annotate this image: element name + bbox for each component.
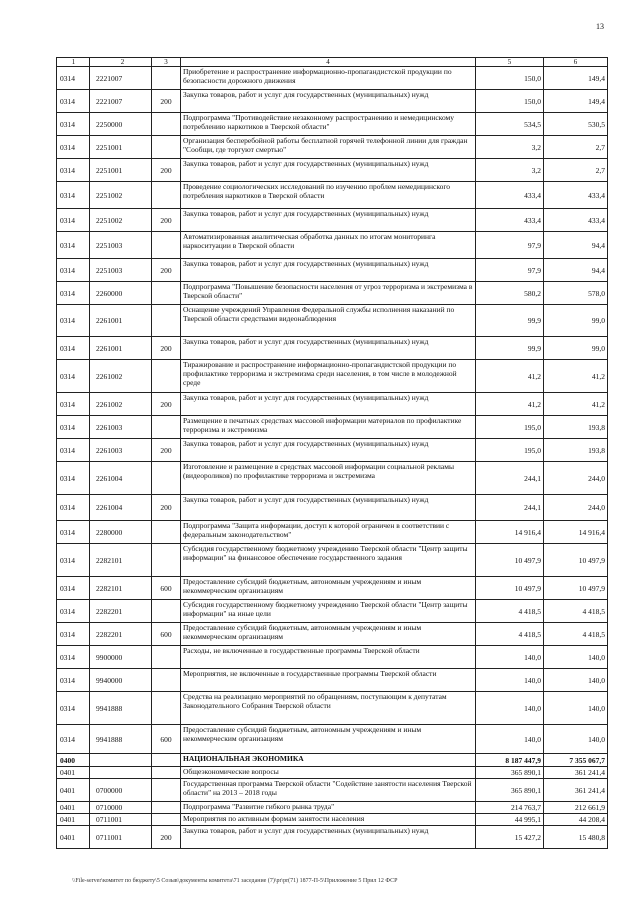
planned-amount-cell: 99,9 xyxy=(476,337,544,360)
table-header-row xyxy=(57,58,608,67)
column-header: 6 xyxy=(544,58,608,67)
target-article-cell: 2250000 xyxy=(90,113,152,136)
section-code-cell: 0314 xyxy=(57,544,90,577)
description-cell: Подпрограмма "Развитие гибкого рынка труда" xyxy=(181,802,476,814)
table-row xyxy=(57,90,608,113)
target-article-cell: 0711001 xyxy=(90,814,152,826)
target-article-cell: 2261002 xyxy=(90,360,152,393)
executed-amount-cell: 14 916,4 xyxy=(544,521,608,544)
table-row xyxy=(57,209,608,232)
target-article-cell: 2251002 xyxy=(90,182,152,209)
executed-amount-cell: 2,7 xyxy=(544,136,608,159)
section-code-cell: 0314 xyxy=(57,209,90,232)
expense-type-cell: 200 xyxy=(152,159,181,182)
column-header: 5 xyxy=(476,58,544,67)
section-code-cell: 0314 xyxy=(57,182,90,209)
description-cell: Закупка товаров, работ и услуг для государственных (муниципальных) нужд xyxy=(181,90,476,113)
executed-amount-cell: 94,4 xyxy=(544,232,608,259)
planned-amount-cell: 433,4 xyxy=(476,209,544,232)
expense-type-cell xyxy=(152,282,181,305)
table-row xyxy=(57,495,608,521)
planned-amount-cell: 99,9 xyxy=(476,305,544,337)
planned-amount-cell: 44 995,1 xyxy=(476,814,544,826)
section-code-cell: 0314 xyxy=(57,692,90,725)
planned-amount-cell: 365 890,1 xyxy=(476,767,544,779)
executed-amount-cell: 244,0 xyxy=(544,462,608,495)
section-code-cell: 0314 xyxy=(57,600,90,623)
section-code-cell: 0401 xyxy=(57,767,90,779)
table-row xyxy=(57,360,608,393)
section-code-cell: 0314 xyxy=(57,282,90,305)
expense-type-cell xyxy=(152,67,181,90)
executed-amount-cell: 4 418,5 xyxy=(544,623,608,646)
executed-amount-cell: 149,4 xyxy=(544,67,608,90)
column-header: 1 xyxy=(57,58,90,67)
executed-amount-cell: 212 661,9 xyxy=(544,802,608,814)
expense-type-cell xyxy=(152,767,181,779)
executed-amount-cell: 149,4 xyxy=(544,90,608,113)
planned-amount-cell: 3,2 xyxy=(476,136,544,159)
table-row xyxy=(57,416,608,439)
column-header: 2 xyxy=(90,58,152,67)
planned-amount-cell: 41,2 xyxy=(476,360,544,393)
target-article-cell: 9941888 xyxy=(90,692,152,725)
planned-amount-cell: 150,0 xyxy=(476,67,544,90)
column-header: 3 xyxy=(152,58,181,67)
planned-amount-cell: 140,0 xyxy=(476,692,544,725)
executed-amount-cell: 4 418,5 xyxy=(544,600,608,623)
executed-amount-cell: 361 241,4 xyxy=(544,767,608,779)
description-cell: Закупка товаров, работ и услуг для государственных (муниципальных) нужд xyxy=(181,439,476,462)
description-cell: Подпрограмма "Противодействие незаконному распространению и немедицинскому потреблению наркотиков в Тверской области" xyxy=(181,113,476,136)
description-cell: Предоставление субсидий бюджетным, автономным учреждениям и иным некоммерческим организациям xyxy=(181,577,476,600)
description-cell: Оснащение учреждений Управления Федеральной службы исполнения наказаний по Тверской области средствами видеонаблюдения xyxy=(181,305,476,337)
planned-amount-cell: 15 427,2 xyxy=(476,826,544,849)
executed-amount-cell: 41,2 xyxy=(544,393,608,416)
table-row xyxy=(57,623,608,646)
executed-amount-cell: 7 355 067,7 xyxy=(544,754,608,767)
section-code-cell: 0314 xyxy=(57,305,90,337)
table-row xyxy=(57,521,608,544)
target-article-cell: 2261004 xyxy=(90,495,152,521)
section-code-cell: 0401 xyxy=(57,826,90,849)
expense-type-cell xyxy=(152,669,181,692)
executed-amount-cell: 140,0 xyxy=(544,646,608,669)
section-code-cell: 0314 xyxy=(57,159,90,182)
expense-type-cell: 200 xyxy=(152,90,181,113)
planned-amount-cell: 97,9 xyxy=(476,232,544,259)
table-row xyxy=(57,305,608,337)
section-code-cell: 0314 xyxy=(57,521,90,544)
table-row xyxy=(57,725,608,754)
planned-amount-cell: 140,0 xyxy=(476,646,544,669)
description-cell: Подпрограмма "Повышение безопасности населения от угроз терроризма и экстремизма в Тверской области" xyxy=(181,282,476,305)
expense-type-cell: 600 xyxy=(152,623,181,646)
description-cell: Закупка товаров, работ и услуг для государственных (муниципальных) нужд xyxy=(181,209,476,232)
section-code-cell: 0314 xyxy=(57,439,90,462)
target-article-cell: 9940000 xyxy=(90,669,152,692)
section-code-cell: 0314 xyxy=(57,113,90,136)
target-article-cell: 2260000 xyxy=(90,282,152,305)
table-row xyxy=(57,282,608,305)
description-cell: Автоматизированная аналитическая обработка данных по итогам мониторинга наркоситуации в Тверской области xyxy=(181,232,476,259)
description-cell: Предоставление субсидий бюджетным, автономным учреждениям и иным некоммерческим организациям xyxy=(181,725,476,754)
expense-type-cell xyxy=(152,646,181,669)
planned-amount-cell: 580,2 xyxy=(476,282,544,305)
expense-type-cell xyxy=(152,182,181,209)
description-cell: Приобретение и распространение информационно-пропагандистской продукции по безопасности дорожного движения xyxy=(181,67,476,90)
planned-amount-cell: 140,0 xyxy=(476,725,544,754)
expense-type-cell: 200 xyxy=(152,337,181,360)
target-article-cell: 0710000 xyxy=(90,802,152,814)
expense-type-cell: 600 xyxy=(152,725,181,754)
section-code-cell: 0314 xyxy=(57,393,90,416)
section-code-cell: 0314 xyxy=(57,136,90,159)
executed-amount-cell: 140,0 xyxy=(544,669,608,692)
expense-type-cell: 200 xyxy=(152,826,181,849)
executed-amount-cell: 244,0 xyxy=(544,495,608,521)
expense-type-cell: 200 xyxy=(152,259,181,282)
planned-amount-cell: 195,0 xyxy=(476,439,544,462)
executed-amount-cell: 193,8 xyxy=(544,416,608,439)
target-article-cell: 2251001 xyxy=(90,159,152,182)
expense-type-cell xyxy=(152,462,181,495)
description-cell: Субсидия государственному бюджетному учреждению Тверской области "Центр защиты информации" на иные цели xyxy=(181,600,476,623)
table-row xyxy=(57,544,608,577)
planned-amount-cell: 365 890,1 xyxy=(476,779,544,802)
planned-amount-cell: 534,5 xyxy=(476,113,544,136)
table-row xyxy=(57,182,608,209)
description-cell: Предоставление субсидий бюджетным, автономным учреждениям и иным некоммерческим организациям xyxy=(181,623,476,646)
expense-type-cell xyxy=(152,136,181,159)
expense-type-cell: 200 xyxy=(152,439,181,462)
table-row xyxy=(57,439,608,462)
planned-amount-cell: 244,1 xyxy=(476,495,544,521)
section-code-cell: 0314 xyxy=(57,669,90,692)
executed-amount-cell: 193,8 xyxy=(544,439,608,462)
executed-amount-cell: 10 497,9 xyxy=(544,544,608,577)
target-article-cell xyxy=(90,754,152,767)
table-row xyxy=(57,232,608,259)
target-article-cell: 2251003 xyxy=(90,232,152,259)
planned-amount-cell: 214 763,7 xyxy=(476,802,544,814)
planned-amount-cell: 10 497,9 xyxy=(476,544,544,577)
target-article-cell: 0711001 xyxy=(90,826,152,849)
expense-type-cell: 200 xyxy=(152,495,181,521)
target-article-cell: 2261001 xyxy=(90,305,152,337)
planned-amount-cell: 433,4 xyxy=(476,182,544,209)
table-row xyxy=(57,779,608,802)
table-row xyxy=(57,600,608,623)
planned-amount-cell: 150,0 xyxy=(476,90,544,113)
expense-type-cell xyxy=(152,814,181,826)
description-cell: Размещение в печатных средствах массовой информации материалов по профилактике терроризма и экстремизма xyxy=(181,416,476,439)
executed-amount-cell: 99,0 xyxy=(544,337,608,360)
expense-type-cell xyxy=(152,779,181,802)
target-article-cell: 2261004 xyxy=(90,462,152,495)
table-row xyxy=(57,159,608,182)
description-cell: Субсидия государственному бюджетному учреждению Тверской области "Центр защиты информации" на финансовое обеспечение государственного задания xyxy=(181,544,476,577)
description-cell: Организация бесперебойной работы бесплатной горячей телефонной линии для граждан "Сообщи, где торгуют смертью" xyxy=(181,136,476,159)
planned-amount-cell: 10 497,9 xyxy=(476,577,544,600)
planned-amount-cell: 244,1 xyxy=(476,462,544,495)
target-article-cell xyxy=(90,767,152,779)
description-cell: Закупка товаров, работ и услуг для государственных (муниципальных) нужд xyxy=(181,393,476,416)
table-row xyxy=(57,337,608,360)
section-code-cell: 0314 xyxy=(57,725,90,754)
expense-type-cell xyxy=(152,232,181,259)
target-article-cell: 2282101 xyxy=(90,544,152,577)
planned-amount-cell: 41,2 xyxy=(476,393,544,416)
expense-type-cell xyxy=(152,416,181,439)
planned-amount-cell: 4 418,5 xyxy=(476,600,544,623)
description-cell: Государственная программа Тверской области "Содействие занятости населения Тверской области" на 2013 – 2018 годы xyxy=(181,779,476,802)
target-article-cell: 2221007 xyxy=(90,67,152,90)
description-cell: Закупка товаров, работ и услуг для государственных (муниципальных) нужд xyxy=(181,259,476,282)
section-code-cell: 0314 xyxy=(57,577,90,600)
description-cell: Мероприятия, не включенные в государственные программы Тверской области xyxy=(181,669,476,692)
description-cell: Закупка товаров, работ и услуг для государственных (муниципальных) нужд xyxy=(181,337,476,360)
description-cell: Подпрограмма "Защита информации, доступ к которой ограничен в соответствии с федеральным законодательством" xyxy=(181,521,476,544)
target-article-cell: 2282101 xyxy=(90,577,152,600)
executed-amount-cell: 530,5 xyxy=(544,113,608,136)
expense-type-cell xyxy=(152,754,181,767)
expense-type-cell: 600 xyxy=(152,577,181,600)
executed-amount-cell: 433,4 xyxy=(544,182,608,209)
section-code-cell: 0314 xyxy=(57,360,90,393)
executed-amount-cell: 99,0 xyxy=(544,305,608,337)
planned-amount-cell: 195,0 xyxy=(476,416,544,439)
expense-type-cell: 200 xyxy=(152,209,181,232)
target-article-cell: 2261001 xyxy=(90,337,152,360)
expense-type-cell xyxy=(152,802,181,814)
expense-type-cell xyxy=(152,544,181,577)
section-code-cell: 0314 xyxy=(57,337,90,360)
page-number: 13 xyxy=(596,22,604,31)
description-cell: Закупка товаров, работ и услуг для государственных (муниципальных) нужд xyxy=(181,826,476,849)
expense-type-cell xyxy=(152,692,181,725)
executed-amount-cell: 41,2 xyxy=(544,360,608,393)
file-path-footer: \\File-server\комитет по бюджету\5 Созыв\документы комитета\71 заседание (7)\pr\pr(71) 1877-П-5\Приложение 5 Прил 12 ФСР xyxy=(72,878,398,884)
table-row xyxy=(57,692,608,725)
target-article-cell: 2282201 xyxy=(90,600,152,623)
table-row xyxy=(57,814,608,826)
expense-type-cell xyxy=(152,521,181,544)
section-code-cell: 0314 xyxy=(57,259,90,282)
planned-amount-cell: 8 187 447,9 xyxy=(476,754,544,767)
executed-amount-cell: 15 480,8 xyxy=(544,826,608,849)
section-code-cell: 0401 xyxy=(57,814,90,826)
table-row xyxy=(57,826,608,849)
expense-type-cell xyxy=(152,113,181,136)
expense-type-cell xyxy=(152,600,181,623)
planned-amount-cell: 3,2 xyxy=(476,159,544,182)
description-cell: Проведение социологических исследований по изучению проблем немедицинского потребления наркотиков в Тверской области xyxy=(181,182,476,209)
executed-amount-cell: 94,4 xyxy=(544,259,608,282)
table-row xyxy=(57,462,608,495)
expense-type-cell xyxy=(152,360,181,393)
column-header: 4 xyxy=(181,58,476,67)
executed-amount-cell: 140,0 xyxy=(544,692,608,725)
target-article-cell: 0700000 xyxy=(90,779,152,802)
planned-amount-cell: 14 916,4 xyxy=(476,521,544,544)
target-article-cell: 2251003 xyxy=(90,259,152,282)
table-row xyxy=(57,393,608,416)
section-code-cell: 0314 xyxy=(57,623,90,646)
executed-amount-cell: 578,0 xyxy=(544,282,608,305)
description-cell: НАЦИОНАЛЬНАЯ ЭКОНОМИКА xyxy=(181,754,476,767)
description-cell: Расходы, не включенные в государственные программы Тверской области xyxy=(181,646,476,669)
section-code-cell: 0314 xyxy=(57,67,90,90)
planned-amount-cell: 4 418,5 xyxy=(476,623,544,646)
executed-amount-cell: 44 208,4 xyxy=(544,814,608,826)
target-article-cell: 9900000 xyxy=(90,646,152,669)
description-cell: Средства на реализацию мероприятий по обращениям, поступающим к депутатам Законодательного Собрания Тверской области xyxy=(181,692,476,725)
target-article-cell: 2261003 xyxy=(90,439,152,462)
executed-amount-cell: 433,4 xyxy=(544,209,608,232)
table-row xyxy=(57,646,608,669)
table-row xyxy=(57,67,608,90)
executed-amount-cell: 2,7 xyxy=(544,159,608,182)
table-row xyxy=(57,113,608,136)
executed-amount-cell: 361 241,4 xyxy=(544,779,608,802)
target-article-cell: 2251001 xyxy=(90,136,152,159)
section-code-cell: 0314 xyxy=(57,495,90,521)
description-cell: Мероприятия по активным формам занятости населения xyxy=(181,814,476,826)
planned-amount-cell: 97,9 xyxy=(476,259,544,282)
target-article-cell: 2221007 xyxy=(90,90,152,113)
description-cell: Закупка товаров, работ и услуг для государственных (муниципальных) нужд xyxy=(181,159,476,182)
section-code-cell: 0314 xyxy=(57,232,90,259)
expense-type-cell: 200 xyxy=(152,393,181,416)
section-code-cell: 0314 xyxy=(57,90,90,113)
table-row xyxy=(57,754,608,767)
table-row xyxy=(57,136,608,159)
table-row xyxy=(57,669,608,692)
table-row xyxy=(57,767,608,779)
section-code-cell: 0401 xyxy=(57,779,90,802)
section-code-cell: 0400 xyxy=(57,754,90,767)
description-cell: Тиражирование и распространение информационно-пропагандистской продукции по профилактике терроризма и экстремизма среди населения, в том числе в молодежной среде xyxy=(181,360,476,393)
section-code-cell: 0314 xyxy=(57,646,90,669)
table-row xyxy=(57,259,608,282)
table-row xyxy=(57,802,608,814)
executed-amount-cell: 140,0 xyxy=(544,725,608,754)
section-code-cell: 0314 xyxy=(57,462,90,495)
target-article-cell: 2251002 xyxy=(90,209,152,232)
target-article-cell: 2282201 xyxy=(90,623,152,646)
description-cell: Закупка товаров, работ и услуг для государственных (муниципальных) нужд xyxy=(181,495,476,521)
target-article-cell: 2261003 xyxy=(90,416,152,439)
budget-table xyxy=(56,57,608,849)
executed-amount-cell: 10 497,9 xyxy=(544,577,608,600)
description-cell: Общеэкономические вопросы xyxy=(181,767,476,779)
expense-type-cell xyxy=(152,305,181,337)
target-article-cell: 9941888 xyxy=(90,725,152,754)
table-row xyxy=(57,577,608,600)
target-article-cell: 2261002 xyxy=(90,393,152,416)
target-article-cell: 2280000 xyxy=(90,521,152,544)
section-code-cell: 0314 xyxy=(57,416,90,439)
section-code-cell: 0401 xyxy=(57,802,90,814)
description-cell: Изготовление и размещение в средствах массовой информации социальной рекламы (видеороликов) по профилактике терроризма и экстремизма xyxy=(181,462,476,495)
planned-amount-cell: 140,0 xyxy=(476,669,544,692)
